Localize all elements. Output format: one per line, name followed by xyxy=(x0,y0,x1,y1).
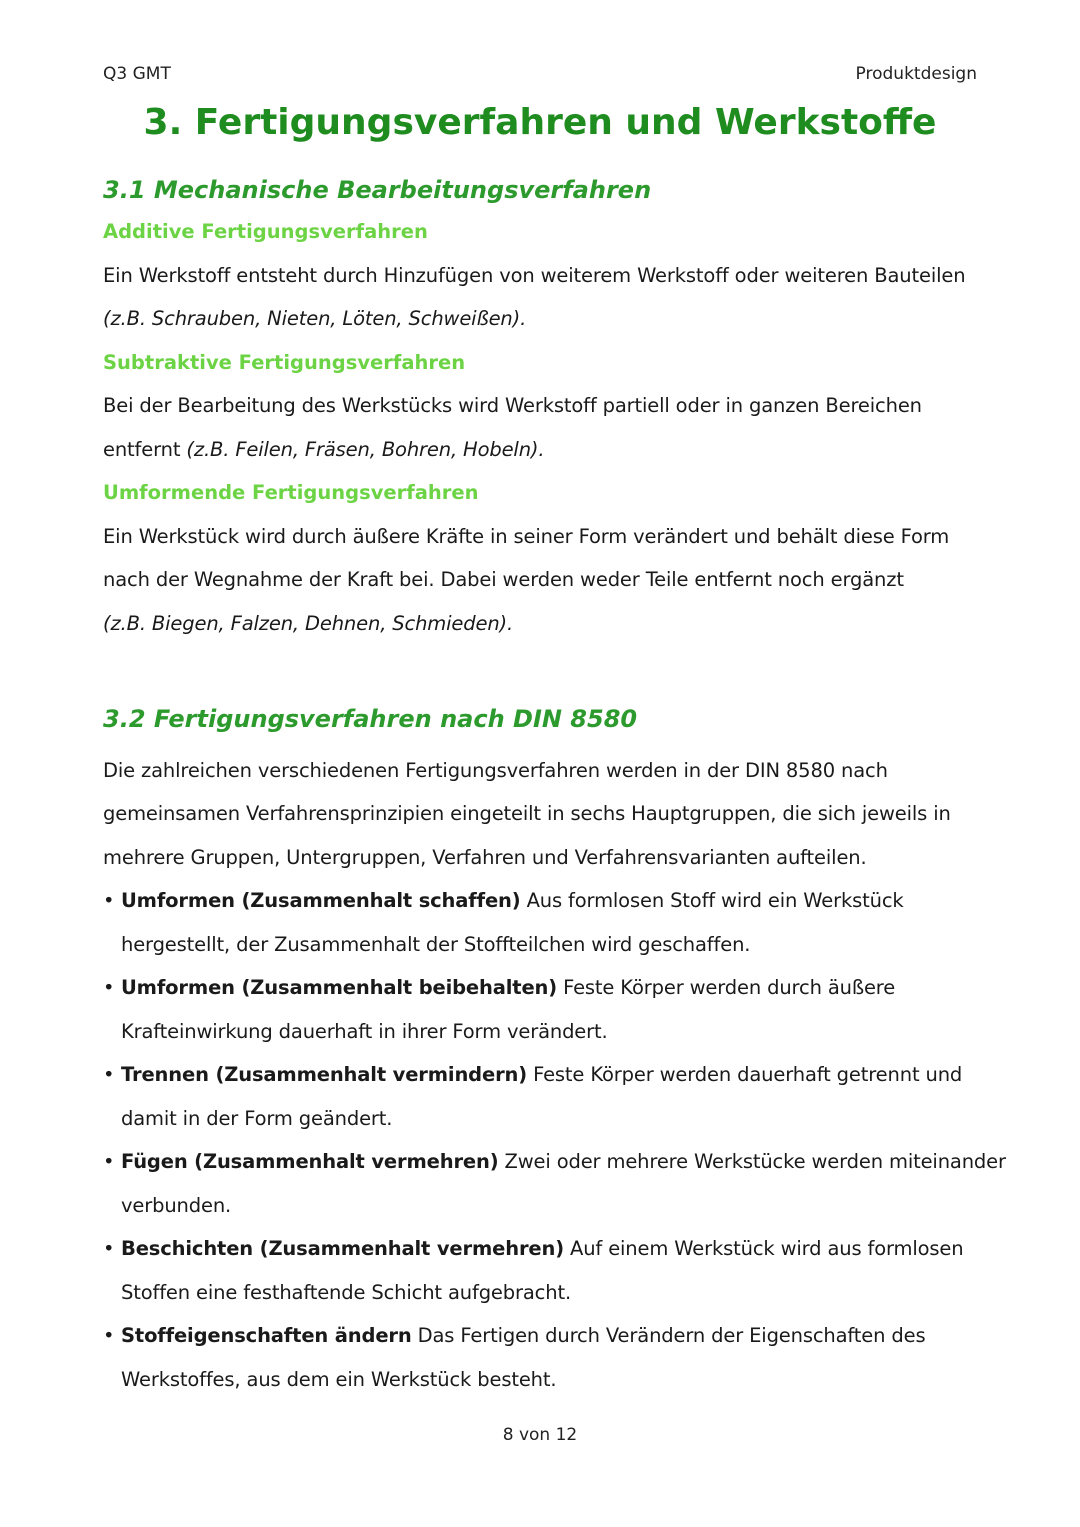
text-line: mehrere Gruppen, Untergruppen, Verfahren und Verfahrensvarianten aufteilen. xyxy=(103,845,867,869)
subheading-forming: Umformende Fertigungsverfahren xyxy=(103,481,479,504)
list-item xyxy=(103,966,983,1053)
section-gap xyxy=(103,645,983,689)
page-number: 8 von 12 xyxy=(502,1425,578,1445)
text-line: verbunden. xyxy=(121,1193,232,1217)
list-item xyxy=(103,1314,983,1401)
definition: Aus formlosen Stoff wird ein Werkstück xyxy=(520,889,904,912)
bullet-icon: • xyxy=(103,976,115,999)
section-heading-3-1: 3.1 Mechanische Bearbeitungsverfahren xyxy=(103,176,652,204)
term: Trennen (Zusammenhalt vermindern) xyxy=(121,1063,528,1086)
text-line: Ein Werkstoff entsteht durch Hinzufügen von weiterem Werkstoff oder weiteren Bauteilen xyxy=(103,263,966,287)
text-plain: entfernt xyxy=(103,437,187,461)
text-line xyxy=(121,1140,1006,1184)
text-line: Stoffen eine festhaftende Schicht aufgebracht. xyxy=(121,1280,571,1304)
definition: Auf einem Werkstück wird aus formlosen xyxy=(563,1237,964,1260)
list-item xyxy=(103,1053,983,1140)
bullet-icon: • xyxy=(103,889,115,912)
text-line-examples: (z.B. Biegen, Falzen, Dehnen, Schmieden). xyxy=(103,611,514,635)
definition: Feste Körper werden dauerhaft getrennt und xyxy=(527,1063,963,1086)
paragraph-additive xyxy=(103,254,983,341)
header-course: Q3 GMT xyxy=(103,64,171,84)
term: Beschichten (Zusammenhalt vermehren) xyxy=(121,1237,564,1260)
text-line xyxy=(121,1227,983,1271)
text-line: damit in der Form geändert. xyxy=(121,1106,393,1130)
din-main-groups-list xyxy=(103,879,1006,1401)
term: Fügen (Zusammenhalt vermehren) xyxy=(121,1150,499,1173)
text-line: Ein Werkstück wird durch äußere Kräfte in seiner Form verändert und behält diese Form xyxy=(103,524,950,548)
page-title: 3. Fertigungsverfahren und Werkstoffe xyxy=(143,102,937,143)
paragraph-subtractive xyxy=(103,384,983,471)
text-line: hergestellt, der Zusammenhalt der Stoffteilchen wird geschaffen. xyxy=(121,932,751,956)
term: Umformen (Zusammenhalt beibehalten) xyxy=(121,976,558,999)
list-item xyxy=(103,879,983,966)
definition: Das Fertigen durch Verändern der Eigenschaften des xyxy=(411,1324,926,1347)
list-item xyxy=(103,1227,983,1314)
term: Umformen (Zusammenhalt schaffen) xyxy=(121,889,521,912)
text-line xyxy=(121,1314,983,1358)
bullet-icon: • xyxy=(103,1150,115,1173)
header-subject: Produktdesign xyxy=(855,64,977,84)
term: Stoffeigenschaften ändern xyxy=(121,1324,412,1347)
text-line: Bei der Bearbeitung des Werkstücks wird Werkstoff partiell oder in ganzen Bereichen xyxy=(103,394,922,417)
subheading-additive: Additive Fertigungsverfahren xyxy=(103,220,428,243)
text-line-examples: (z.B. Schrauben, Nieten, Löten, Schweißen). xyxy=(103,307,527,330)
text-line xyxy=(121,1053,983,1097)
text-line xyxy=(103,428,983,472)
text-line: Krafteinwirkung dauerhaft in ihrer Form verändert. xyxy=(121,1019,608,1043)
bullet-icon: • xyxy=(103,1237,115,1260)
text-line xyxy=(121,966,983,1010)
text-line: Die zahlreichen verschiedenen Fertigungsverfahren werden in der DIN 8580 nach xyxy=(103,758,888,782)
paragraph-forming xyxy=(103,515,983,646)
subheading-subtractive: Subtraktive Fertigungsverfahren xyxy=(103,350,466,374)
text-line-examples: (z.B. Feilen, Fräsen, Bohren, Hobeln). xyxy=(186,437,545,461)
bullet-icon: • xyxy=(103,1324,115,1347)
bullet-icon: • xyxy=(103,1063,115,1086)
definition: Zwei oder mehrere Werkstücke werden miteinander xyxy=(498,1150,1006,1173)
section-heading-3-2: 3.2 Fertigungsverfahren nach DIN 8580 xyxy=(103,704,638,733)
text-line: Werkstoffes, aus dem ein Werkstück besteht. xyxy=(121,1367,557,1391)
definition: Feste Körper werden durch äußere xyxy=(557,976,896,999)
text-line xyxy=(121,879,983,923)
text-line: nach der Wegnahme der Kraft bei. Dabei werden weder Teile entfernt noch ergänzt xyxy=(103,568,904,591)
page-content xyxy=(103,170,1006,1401)
paragraph-din-intro xyxy=(103,749,983,880)
list-item xyxy=(103,1140,1006,1227)
text-line: gemeinsamen Verfahrensprinzipien eingeteilt in sechs Hauptgruppen, die sich jeweils in xyxy=(103,802,951,825)
